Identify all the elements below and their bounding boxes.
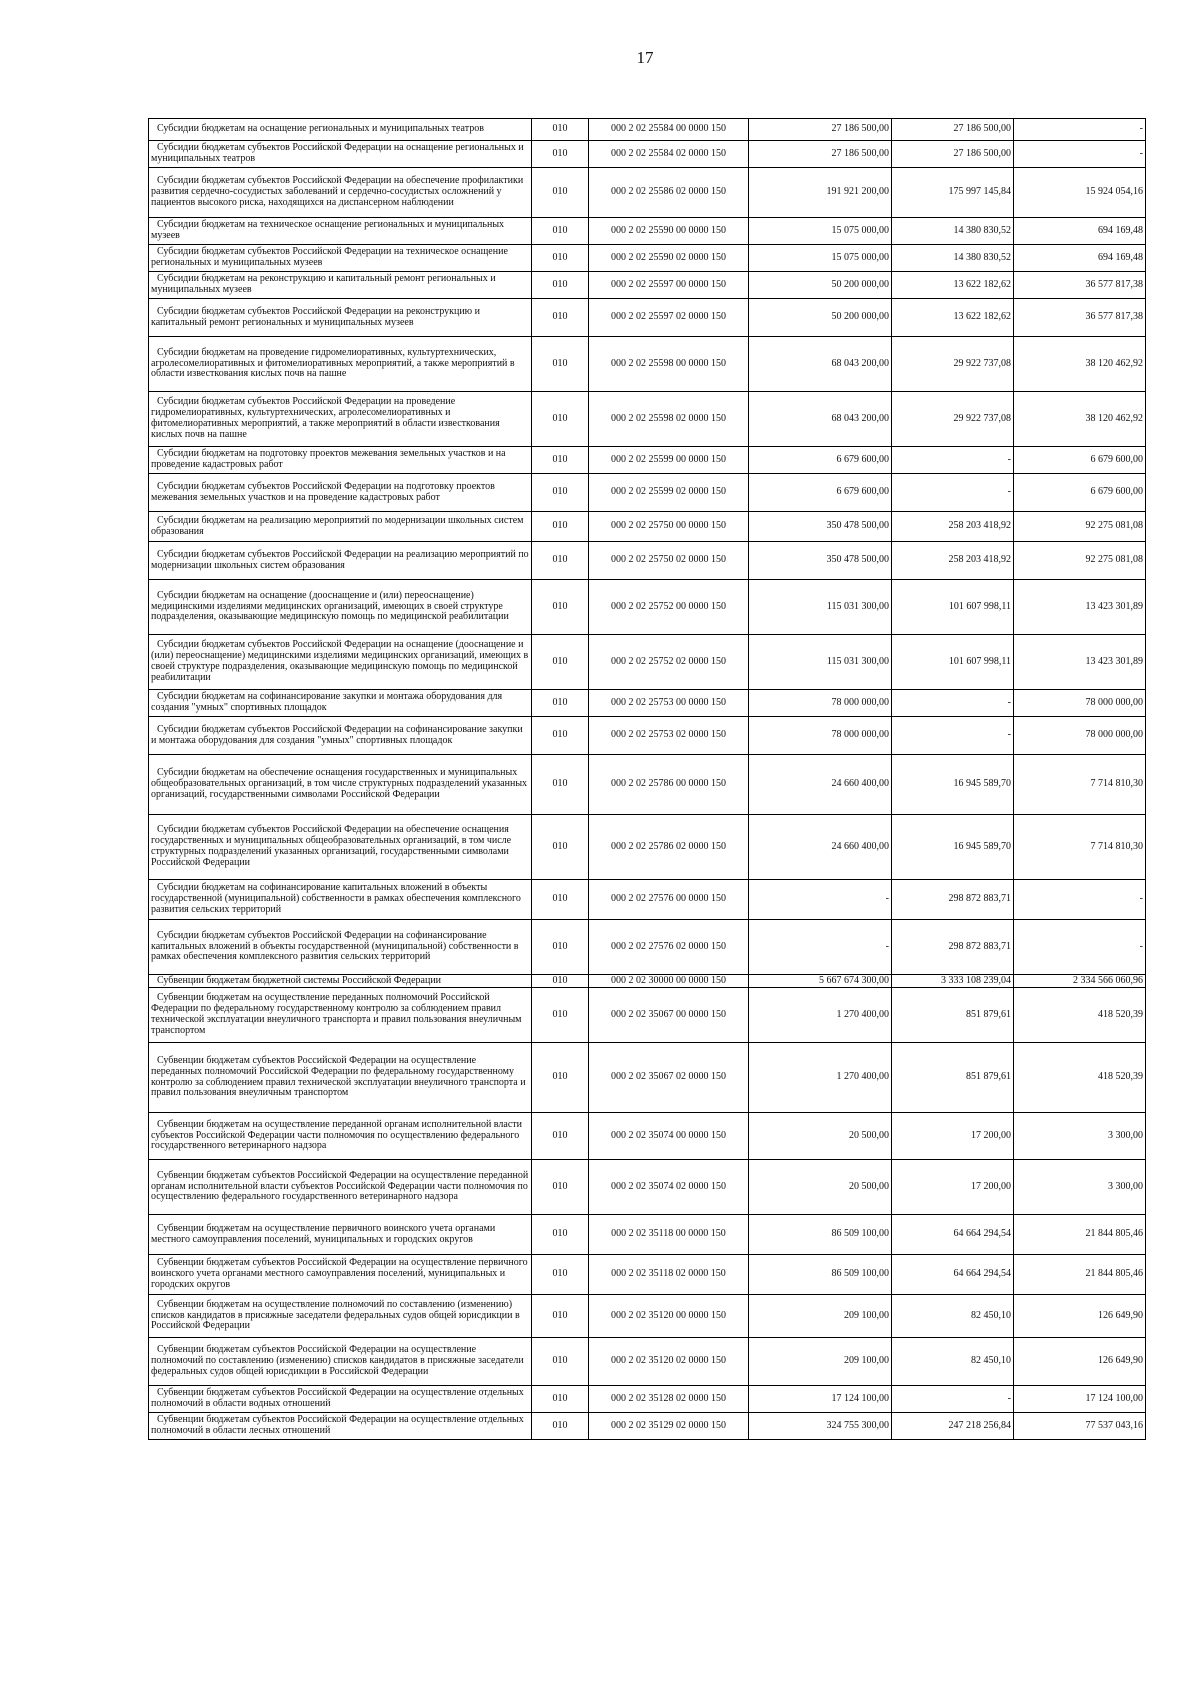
row-name-text: Субсидии бюджетам на оснащение (дооснащение и (или) переоснащение) медицинскими изделиями медицинских организаций, имеющих в своей структуре подразделения, оказывающие медицинскую помощь по медицинской реабилитации: [151, 589, 509, 623]
row-classification-code-cell: 000 2 02 25590 00 0000 150: [589, 218, 749, 245]
row-planned-amount-cell: 20 500,00: [749, 1160, 892, 1215]
row-remaining-amount-cell: 38 120 462,92: [1014, 337, 1146, 392]
row-actual-amount-cell: 27 186 500,00: [892, 141, 1014, 168]
row-planned-amount-cell: 115 031 300,00: [749, 580, 892, 635]
table-row: [149, 299, 1146, 337]
row-planned-amount-cell: -: [749, 880, 892, 920]
row-name-cell: [149, 141, 532, 168]
row-planned-amount-cell: 17 124 100,00: [749, 1386, 892, 1413]
row-remaining-amount-cell: 126 649,90: [1014, 1338, 1146, 1386]
row-remaining-amount-cell: -: [1014, 880, 1146, 920]
row-admin-code-cell: 010: [532, 512, 589, 542]
row-classification-code-cell: 000 2 02 35067 02 0000 150: [589, 1043, 749, 1113]
row-remaining-amount-cell: 92 275 081,08: [1014, 512, 1146, 542]
row-admin-code-cell: 010: [532, 337, 589, 392]
row-classification-code-cell: 000 2 02 25597 02 0000 150: [589, 299, 749, 337]
row-planned-amount-cell: 50 200 000,00: [749, 299, 892, 337]
row-admin-code-cell: 010: [532, 245, 589, 272]
table-row: [149, 245, 1146, 272]
row-admin-code-cell: 010: [532, 920, 589, 975]
row-name-cell: [149, 635, 532, 690]
row-name-text: Субсидии бюджетам субъектов Российской Федерации на оснащение (дооснащение и (или) переоснащение) медицинскими изделиями медицинских организаций, имеющих в своей структуре подразделения, оказывающие медицинскую помощь по медицинской реабилитации: [151, 639, 529, 683]
row-planned-amount-cell: 68 043 200,00: [749, 392, 892, 447]
row-admin-code-cell: 010: [532, 392, 589, 447]
table-row: [149, 1215, 1146, 1255]
table-row: [149, 119, 1146, 141]
row-classification-code-cell: 000 2 02 35118 00 0000 150: [589, 1215, 749, 1255]
table-row: [149, 1113, 1146, 1160]
row-planned-amount-cell: 50 200 000,00: [749, 272, 892, 299]
row-admin-code-cell: 010: [532, 1338, 589, 1386]
row-remaining-amount-cell: 6 679 600,00: [1014, 474, 1146, 512]
row-remaining-amount-cell: -: [1014, 920, 1146, 975]
table-row: [149, 141, 1146, 168]
table-row: [149, 755, 1146, 815]
table-row: [149, 1295, 1146, 1338]
row-name-text: Субсидии бюджетам субъектов Российской Федерации на софинансирование закупки и монтажа оборудования для создания "умных" спортивных площадок: [151, 723, 523, 746]
row-name-cell: [149, 880, 532, 920]
row-admin-code-cell: 010: [532, 474, 589, 512]
row-name-text: Субсидии бюджетам на софинансирование капитальных вложений в объекты государственной (муниципальной) собственности в рамках обеспечения комплексного развития сельских территорий: [151, 882, 521, 915]
row-actual-amount-cell: -: [892, 447, 1014, 474]
row-planned-amount-cell: 6 679 600,00: [749, 447, 892, 474]
row-classification-code-cell: 000 2 02 25750 02 0000 150: [589, 542, 749, 580]
table-row: [149, 975, 1146, 988]
row-name-cell: [149, 920, 532, 975]
row-name-text: Субвенции бюджетам на осуществление первичного воинского учета органами местного самоуправления поселений, муниципальных и городских округов: [151, 1222, 496, 1245]
row-name-cell: [149, 474, 532, 512]
row-remaining-amount-cell: 3 300,00: [1014, 1160, 1146, 1215]
row-name-text: Субвенции бюджетам на осуществление полномочий по составлению (изменению) списков кандидатов в присяжные заседатели федеральных судов общей юрисдикции в Российской Федерации: [151, 1298, 520, 1332]
row-name-cell: [149, 690, 532, 717]
row-actual-amount-cell: 258 203 418,92: [892, 512, 1014, 542]
row-classification-code-cell: 000 2 02 35118 02 0000 150: [589, 1255, 749, 1295]
row-name-cell: [149, 119, 532, 141]
row-actual-amount-cell: 16 945 589,70: [892, 755, 1014, 815]
row-remaining-amount-cell: 694 169,48: [1014, 218, 1146, 245]
row-admin-code-cell: 010: [532, 1413, 589, 1440]
row-name-cell: [149, 1338, 532, 1386]
table-row: [149, 218, 1146, 245]
row-classification-code-cell: 000 2 02 35074 00 0000 150: [589, 1113, 749, 1160]
row-name-cell: [149, 272, 532, 299]
row-planned-amount-cell: 115 031 300,00: [749, 635, 892, 690]
row-name-cell: [149, 1255, 532, 1295]
row-actual-amount-cell: 82 450,10: [892, 1295, 1014, 1338]
row-name-cell: [149, 1386, 532, 1413]
row-actual-amount-cell: 298 872 883,71: [892, 880, 1014, 920]
row-planned-amount-cell: 27 186 500,00: [749, 141, 892, 168]
row-actual-amount-cell: 82 450,10: [892, 1338, 1014, 1386]
row-actual-amount-cell: -: [892, 690, 1014, 717]
row-admin-code-cell: 010: [532, 580, 589, 635]
row-name-cell: [149, 1295, 532, 1338]
row-remaining-amount-cell: 17 124 100,00: [1014, 1386, 1146, 1413]
row-actual-amount-cell: -: [892, 1386, 1014, 1413]
row-name-text: Субвенции бюджетам на осуществление переданной органам исполнительной власти субъектов Российской Федерации части полномочия по осуществлению федерального государственного ветеринарного надзора: [151, 1118, 522, 1152]
table-row: [149, 168, 1146, 218]
row-admin-code-cell: 010: [532, 975, 589, 988]
row-admin-code-cell: 010: [532, 880, 589, 920]
row-remaining-amount-cell: 126 649,90: [1014, 1295, 1146, 1338]
row-name-cell: [149, 512, 532, 542]
row-actual-amount-cell: 258 203 418,92: [892, 542, 1014, 580]
page-number: 17: [636, 48, 654, 67]
table-row: [149, 512, 1146, 542]
row-admin-code-cell: 010: [532, 1255, 589, 1295]
row-name-cell: [149, 1043, 532, 1113]
row-name-cell: [149, 580, 532, 635]
row-admin-code-cell: 010: [532, 1215, 589, 1255]
row-planned-amount-cell: 350 478 500,00: [749, 512, 892, 542]
row-name-cell: [149, 218, 532, 245]
row-planned-amount-cell: 1 270 400,00: [749, 988, 892, 1043]
row-name-text: Субсидии бюджетам субъектов Российской Федерации на проведение гидромелиоративных, культуртехнических, агролесомелиоративных и фитомелиоративных мероприятий, а также мероприятий в области известкования кислых почв на пашне: [151, 396, 500, 440]
row-actual-amount-cell: 3 333 108 239,04: [892, 975, 1014, 988]
row-remaining-amount-cell: 78 000 000,00: [1014, 690, 1146, 717]
row-planned-amount-cell: 5 667 674 300,00: [749, 975, 892, 988]
table-row: [149, 1386, 1146, 1413]
budget-table-body: [149, 119, 1146, 1440]
row-classification-code-cell: 000 2 02 25599 00 0000 150: [589, 447, 749, 474]
row-admin-code-cell: 010: [532, 168, 589, 218]
row-classification-code-cell: 000 2 02 25584 00 0000 150: [589, 119, 749, 141]
row-name-text: Субсидии бюджетам субъектов Российской Федерации на софинансирование капитальных вложений в объекты государственной (муниципальной) собственности в рамках обеспечения комплексного развития сельских территорий: [151, 929, 519, 963]
table-row: [149, 447, 1146, 474]
table-row: [149, 272, 1146, 299]
row-remaining-amount-cell: 38 120 462,92: [1014, 392, 1146, 447]
row-name-text: Субсидии бюджетам на техническое оснащение региональных и муниципальных музеев: [151, 219, 505, 241]
row-remaining-amount-cell: 13 423 301,89: [1014, 580, 1146, 635]
row-name-cell: [149, 337, 532, 392]
row-planned-amount-cell: 15 075 000,00: [749, 218, 892, 245]
row-remaining-amount-cell: 418 520,39: [1014, 1043, 1146, 1113]
row-planned-amount-cell: 24 660 400,00: [749, 815, 892, 880]
row-actual-amount-cell: 64 664 294,54: [892, 1215, 1014, 1255]
row-name-cell: [149, 245, 532, 272]
table-row: [149, 717, 1146, 755]
row-admin-code-cell: 010: [532, 1160, 589, 1215]
row-name-text: Субсидии бюджетам на проведение гидромелиоративных, культуртехнических, агролесомелиоративных и фитомелиоративных мероприятий, а также мероприятий в области известкования кислых почв на пашне: [151, 346, 515, 380]
row-name-cell: [149, 392, 532, 447]
row-actual-amount-cell: 247 218 256,84: [892, 1413, 1014, 1440]
table-row: [149, 1338, 1146, 1386]
row-classification-code-cell: 000 2 02 25753 02 0000 150: [589, 717, 749, 755]
row-planned-amount-cell: 86 509 100,00: [749, 1215, 892, 1255]
row-name-text: Субвенции бюджетам субъектов Российской Федерации на осуществление отдельных полномочий в области водных отношений: [151, 1387, 524, 1409]
row-remaining-amount-cell: 15 924 054,16: [1014, 168, 1146, 218]
row-planned-amount-cell: 24 660 400,00: [749, 755, 892, 815]
row-name-cell: [149, 299, 532, 337]
row-name-cell: [149, 1215, 532, 1255]
row-planned-amount-cell: 209 100,00: [749, 1295, 892, 1338]
row-name-text: Субсидии бюджетам субъектов Российской Федерации на техническое оснащение региональных и муниципальных музеев: [151, 246, 508, 268]
row-name-cell: [149, 1113, 532, 1160]
row-remaining-amount-cell: 13 423 301,89: [1014, 635, 1146, 690]
row-remaining-amount-cell: 92 275 081,08: [1014, 542, 1146, 580]
row-planned-amount-cell: 1 270 400,00: [749, 1043, 892, 1113]
row-classification-code-cell: 000 2 02 25750 00 0000 150: [589, 512, 749, 542]
row-remaining-amount-cell: 7 714 810,30: [1014, 755, 1146, 815]
row-classification-code-cell: 000 2 02 25590 02 0000 150: [589, 245, 749, 272]
row-name-text: Субсидии бюджетам субъектов Российской Федерации на реконструкцию и капитальный ремонт региональных и муниципальных музеев: [151, 305, 481, 328]
row-remaining-amount-cell: 7 714 810,30: [1014, 815, 1146, 880]
row-name-text: Субсидии бюджетам на реализацию мероприятий по модернизации школьных систем образования: [151, 514, 524, 537]
row-actual-amount-cell: 17 200,00: [892, 1160, 1014, 1215]
table-row: [149, 880, 1146, 920]
row-actual-amount-cell: 101 607 998,11: [892, 635, 1014, 690]
row-actual-amount-cell: 29 922 737,08: [892, 337, 1014, 392]
table-row: [149, 920, 1146, 975]
row-admin-code-cell: 010: [532, 218, 589, 245]
row-classification-code-cell: 000 2 02 35067 00 0000 150: [589, 988, 749, 1043]
row-name-text: Субвенции бюджетам субъектов Российской Федерации на осуществление первичного воинского учета органами местного самоуправления поселений, муниципальных и городских округов: [151, 1257, 528, 1290]
row-classification-code-cell: 000 2 02 25597 00 0000 150: [589, 272, 749, 299]
row-name-text: Субсидии бюджетам на обеспечение оснащения государственных и муниципальных общеобразовательных организаций, в том числе структурных подразделений указанных организаций, государственными символами Российской Федерации: [151, 767, 528, 800]
table-row: [149, 635, 1146, 690]
row-planned-amount-cell: 68 043 200,00: [749, 337, 892, 392]
row-name-cell: [149, 447, 532, 474]
row-classification-code-cell: 000 2 02 25752 02 0000 150: [589, 635, 749, 690]
table-row: [149, 580, 1146, 635]
row-remaining-amount-cell: -: [1014, 119, 1146, 141]
row-classification-code-cell: 000 2 02 30000 00 0000 150: [589, 975, 749, 988]
row-remaining-amount-cell: 77 537 043,16: [1014, 1413, 1146, 1440]
row-planned-amount-cell: -: [749, 920, 892, 975]
row-name-text: Субсидии бюджетам субъектов Российской Федерации на подготовку проектов межевания земельных участков и на проведение кадастровых работ: [151, 480, 495, 503]
row-name-cell: [149, 717, 532, 755]
table-row: [149, 1413, 1146, 1440]
row-classification-code-cell: 000 2 02 27576 00 0000 150: [589, 880, 749, 920]
row-name-text: Субвенции бюджетам субъектов Российской Федерации на осуществление полномочий по составлению (изменению) списков кандидатов в присяжные заседатели федеральных судов общей юрисдикции в Российской Федерации: [151, 1344, 524, 1377]
row-admin-code-cell: 010: [532, 299, 589, 337]
table-row: [149, 542, 1146, 580]
row-actual-amount-cell: 101 607 998,11: [892, 580, 1014, 635]
row-name-text: Субвенции бюджетам субъектов Российской Федерации на осуществление отдельных полномочий в области лесных отношений: [151, 1414, 524, 1436]
row-name-text: Субвенции бюджетам бюджетной системы Российской Федерации: [157, 974, 442, 986]
row-planned-amount-cell: 15 075 000,00: [749, 245, 892, 272]
table-row: [149, 690, 1146, 717]
row-name-cell: [149, 168, 532, 218]
row-planned-amount-cell: 86 509 100,00: [749, 1255, 892, 1295]
row-remaining-amount-cell: 36 577 817,38: [1014, 272, 1146, 299]
table-row: [149, 815, 1146, 880]
row-name-text: Субсидии бюджетам на подготовку проектов межевания земельных участков и на проведение кадастровых работ: [151, 448, 506, 470]
row-admin-code-cell: 010: [532, 717, 589, 755]
row-name-text: Субвенции бюджетам субъектов Российской Федерации на осуществление переданных полномочий Российской Федерации по федеральному государственному контролю за соблюдением правил технической эксплуатации внеуличного транспорта и правил пользования внеуличным транспортом: [151, 1054, 526, 1099]
row-name-text: Субсидии бюджетам субъектов Российской Федерации на обеспечение профилактики развития сердечно-сосудистых заболеваний и сердечно-сосудистых осложнений у пациентов высокого риска, находящихся на диспансерном наблюдении: [151, 175, 524, 208]
row-planned-amount-cell: 20 500,00: [749, 1113, 892, 1160]
row-admin-code-cell: 010: [532, 272, 589, 299]
row-actual-amount-cell: 14 380 830,52: [892, 245, 1014, 272]
row-classification-code-cell: 000 2 02 35129 02 0000 150: [589, 1413, 749, 1440]
row-planned-amount-cell: 6 679 600,00: [749, 474, 892, 512]
row-admin-code-cell: 010: [532, 447, 589, 474]
row-remaining-amount-cell: 21 844 805,46: [1014, 1255, 1146, 1295]
row-remaining-amount-cell: 3 300,00: [1014, 1113, 1146, 1160]
table-row: [149, 337, 1146, 392]
row-classification-code-cell: 000 2 02 25584 02 0000 150: [589, 141, 749, 168]
row-remaining-amount-cell: 418 520,39: [1014, 988, 1146, 1043]
row-name-text: Субсидии бюджетам на софинансирование закупки и монтажа оборудования для создания "умных" спортивных площадок: [151, 691, 503, 713]
row-admin-code-cell: 010: [532, 141, 589, 168]
row-classification-code-cell: 000 2 02 35120 00 0000 150: [589, 1295, 749, 1338]
row-name-text: Субсидии бюджетам субъектов Российской Федерации на оснащение региональных и муниципальных театров: [151, 142, 524, 164]
row-name-text: Субвенции бюджетам субъектов Российской Федерации на осуществление переданной органам исполнительной власти субъектов Российской Федерации части полномочия по осуществлению федерального государственного ветеринарного надзора: [151, 1169, 529, 1203]
row-admin-code-cell: 010: [532, 542, 589, 580]
table-row: [149, 988, 1146, 1043]
row-classification-code-cell: 000 2 02 25586 02 0000 150: [589, 168, 749, 218]
row-name-text: Субсидии бюджетам на реконструкцию и капитальный ремонт региональных и муниципальных музеев: [151, 273, 496, 295]
row-actual-amount-cell: 175 997 145,84: [892, 168, 1014, 218]
row-actual-amount-cell: 851 879,61: [892, 988, 1014, 1043]
row-name-cell: [149, 542, 532, 580]
row-planned-amount-cell: 78 000 000,00: [749, 690, 892, 717]
row-admin-code-cell: 010: [532, 755, 589, 815]
row-remaining-amount-cell: 78 000 000,00: [1014, 717, 1146, 755]
row-planned-amount-cell: 209 100,00: [749, 1338, 892, 1386]
table-row: [149, 1160, 1146, 1215]
row-actual-amount-cell: -: [892, 474, 1014, 512]
row-remaining-amount-cell: 36 577 817,38: [1014, 299, 1146, 337]
row-planned-amount-cell: 350 478 500,00: [749, 542, 892, 580]
row-admin-code-cell: 010: [532, 1386, 589, 1413]
row-planned-amount-cell: 78 000 000,00: [749, 717, 892, 755]
table-row: [149, 1043, 1146, 1113]
row-name-text: Субвенции бюджетам на осуществление переданных полномочий Российской Федерации по федеральному государственному контролю за соблюдением правил технической эксплуатации внеуличного транспорта и правил пользования внеуличным транспортом: [151, 992, 522, 1036]
row-admin-code-cell: 010: [532, 1113, 589, 1160]
row-admin-code-cell: 010: [532, 988, 589, 1043]
row-admin-code-cell: 010: [532, 1043, 589, 1113]
row-name-text: Субсидии бюджетам субъектов Российской Федерации на обеспечение оснащения государственных и муниципальных общеобразовательных организаций, в том числе структурных подразделений указанных организаций, государственными символами Российской Федерации: [151, 824, 512, 868]
row-classification-code-cell: 000 2 02 25752 00 0000 150: [589, 580, 749, 635]
row-admin-code-cell: 010: [532, 119, 589, 141]
row-actual-amount-cell: 27 186 500,00: [892, 119, 1014, 141]
budget-table: [148, 118, 1146, 1440]
row-planned-amount-cell: 27 186 500,00: [749, 119, 892, 141]
row-actual-amount-cell: -: [892, 717, 1014, 755]
row-classification-code-cell: 000 2 02 25599 02 0000 150: [589, 474, 749, 512]
row-name-text: Субсидии бюджетам на оснащение региональных и муниципальных театров: [157, 123, 484, 135]
row-admin-code-cell: 010: [532, 690, 589, 717]
table-row: [149, 474, 1146, 512]
row-remaining-amount-cell: 694 169,48: [1014, 245, 1146, 272]
row-planned-amount-cell: 324 755 300,00: [749, 1413, 892, 1440]
row-actual-amount-cell: 851 879,61: [892, 1043, 1014, 1113]
table-row: [149, 1255, 1146, 1295]
row-actual-amount-cell: 14 380 830,52: [892, 218, 1014, 245]
row-name-cell: [149, 815, 532, 880]
row-name-text: Субсидии бюджетам субъектов Российской Федерации на реализацию мероприятий по модернизации школьных систем образования: [151, 548, 529, 571]
row-remaining-amount-cell: -: [1014, 141, 1146, 168]
row-admin-code-cell: 010: [532, 1295, 589, 1338]
row-actual-amount-cell: 29 922 737,08: [892, 392, 1014, 447]
row-admin-code-cell: 010: [532, 635, 589, 690]
row-planned-amount-cell: 191 921 200,00: [749, 168, 892, 218]
row-classification-code-cell: 000 2 02 25786 00 0000 150: [589, 755, 749, 815]
row-remaining-amount-cell: 6 679 600,00: [1014, 447, 1146, 474]
row-actual-amount-cell: 16 945 589,70: [892, 815, 1014, 880]
row-remaining-amount-cell: 2 334 566 060,96: [1014, 975, 1146, 988]
row-name-cell: [149, 755, 532, 815]
row-classification-code-cell: 000 2 02 25598 00 0000 150: [589, 337, 749, 392]
row-name-cell: [149, 1160, 532, 1215]
row-actual-amount-cell: 13 622 182,62: [892, 272, 1014, 299]
row-classification-code-cell: 000 2 02 25598 02 0000 150: [589, 392, 749, 447]
row-name-cell: [149, 975, 532, 988]
row-admin-code-cell: 010: [532, 815, 589, 880]
row-actual-amount-cell: 17 200,00: [892, 1113, 1014, 1160]
row-actual-amount-cell: 64 664 294,54: [892, 1255, 1014, 1295]
row-classification-code-cell: 000 2 02 35120 02 0000 150: [589, 1338, 749, 1386]
row-classification-code-cell: 000 2 02 27576 02 0000 150: [589, 920, 749, 975]
row-classification-code-cell: 000 2 02 25786 02 0000 150: [589, 815, 749, 880]
row-name-cell: [149, 988, 532, 1043]
row-classification-code-cell: 000 2 02 25753 00 0000 150: [589, 690, 749, 717]
row-remaining-amount-cell: 21 844 805,46: [1014, 1215, 1146, 1255]
table-row: [149, 392, 1146, 447]
row-actual-amount-cell: 298 872 883,71: [892, 920, 1014, 975]
row-actual-amount-cell: 13 622 182,62: [892, 299, 1014, 337]
row-name-cell: [149, 1413, 532, 1440]
row-classification-code-cell: 000 2 02 35074 02 0000 150: [589, 1160, 749, 1215]
row-classification-code-cell: 000 2 02 35128 02 0000 150: [589, 1386, 749, 1413]
